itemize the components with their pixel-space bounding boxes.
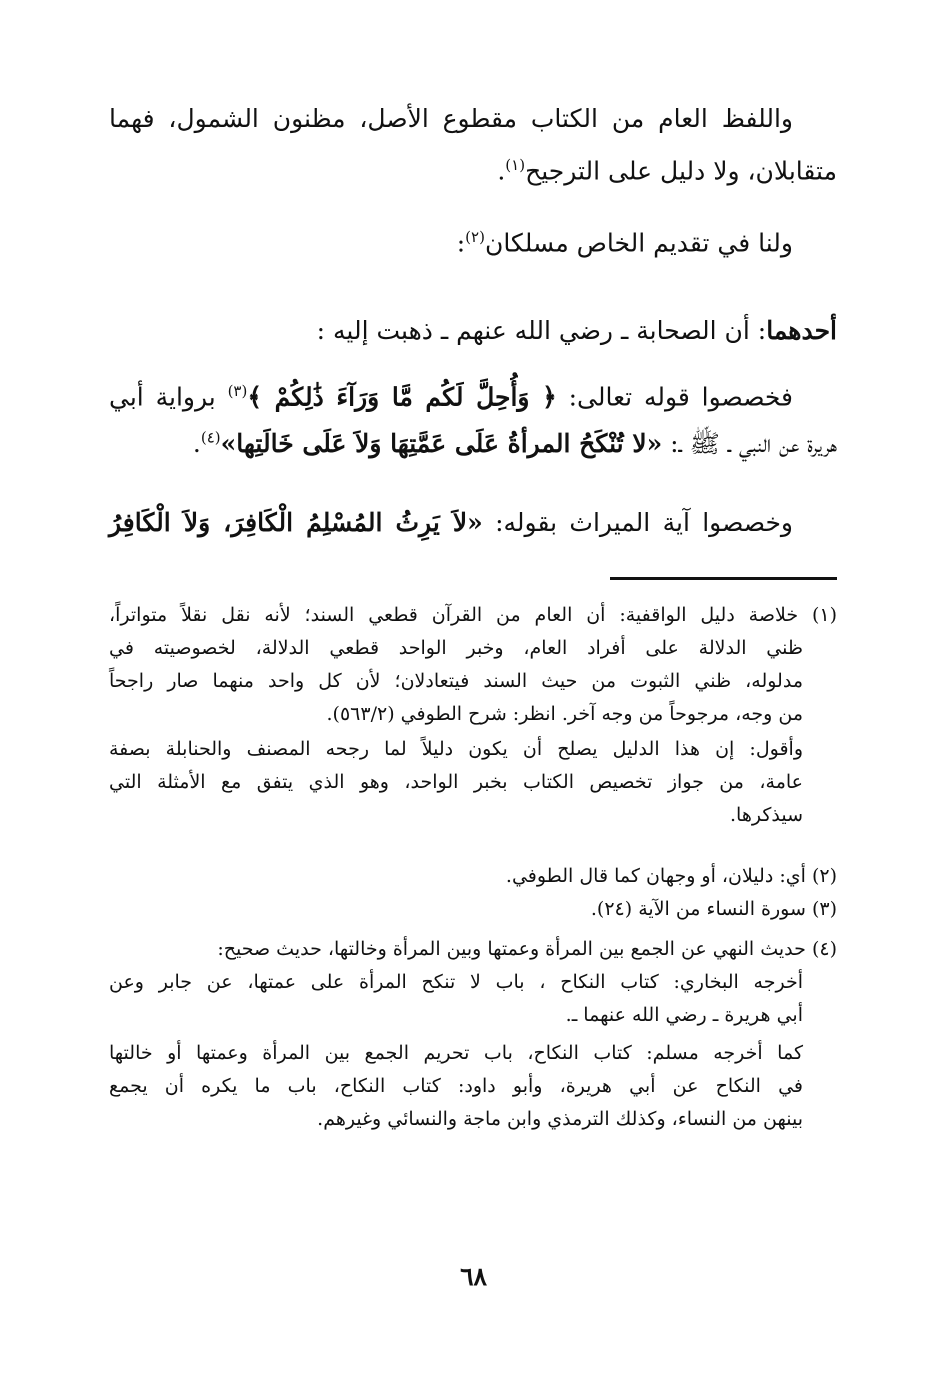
footnote-line: (١) خلاصة دليل الواقفية: أن العام من القرآن قطعي السند؛ لأنه نقل نقلاً متواتراً،	[109, 604, 837, 626]
paragraph-line: وخصصوا آية الميراث بقوله: «لاَ يَرِثُ المُسْلِمُ الْكَافِرَ، وَلاَ الْكَافِرُ	[109, 508, 793, 537]
footnote-separator	[610, 577, 837, 580]
footnote-line: وأقول: إن هذا الدليل يصلح أن يكون دليلاً لما رجحه المصنف والحنابلة بصفة	[109, 738, 803, 760]
footnote-line: من وجه، مرجوحاً من وجه آخر. انظر: شرح الطوفي (٥٦٣/٢).	[326, 703, 803, 725]
footnote-ref[interactable]: (٢)	[465, 228, 485, 246]
footnote-line: (٢) أي: دليلان، أو وجهان كما قال الطوفي.	[505, 865, 837, 887]
footnote-line: بينهن من النساء، وكذلك الترمذي وابن ماجة والنسائي وغيرهم.	[317, 1108, 803, 1130]
footnote-line: مدلوله، ظني الثبوت من حيث السند فيتعادلان؛ لأن كل واحد منهما صار راجحاً	[109, 670, 803, 692]
footnote-line: كما أخرجه مسلم: كتاب النكاح، باب تحريم الجمع بين المرأة وعمتها أو خالتها	[109, 1042, 803, 1064]
paragraph-line: متقابلان، ولا دليل على الترجيح$^{(١)}$.	[497, 156, 837, 186]
paragraph-line: فخصصوا قوله تعالى: ﴿ وَأُحِلَّ لَكُم مَّا وَرَآءَ ذَٰلِكُمْ ﴾$^{(٣)}$ برواية أبي	[109, 382, 793, 412]
footnote-line: في النكاح عن أبي هريرة، وأبو داود: كتاب النكاح، باب ما يكره أن يجمع	[109, 1075, 803, 1097]
paragraph-line: واللفظ العام من الكتاب مقطوع الأصل، مظنون الشمول، فهما	[109, 104, 793, 133]
paragraph-line: هريرة عن النبي ـ ﷺ ـ: «لا تُنْكَحُ المرأةُ عَلَى عَمَّتِهَا وَلاَ عَلَى خَالَتِها»$^{(٤)}$.	[192, 428, 837, 458]
footnote-ref[interactable]: (١)	[505, 156, 526, 174]
footnote-line: عامة، من جواز تخصيص الكتاب بخبر الواحد، وهو الذي يتفق مع الأمثلة التي	[109, 771, 803, 793]
section-heading: أحدهما	[766, 316, 837, 345]
footnote-line: أخرجه البخاري: كتاب النكاح ، باب لا تنكح المرأة على عمتها، عن جابر وعن	[109, 971, 803, 993]
footnote-line: (٣) سورة النساء من الآية (٢٤).	[590, 898, 837, 920]
footnote-line: أبي هريرة ـ رضي الله عنهما ـ.	[565, 1004, 803, 1026]
footnote-line: ظني الدلالة على أفراد العام، وخبر الواحد قطعي الدلالة، لخصوصيته في	[109, 637, 803, 659]
hadith-quote: «لاَ يَرِثُ المُسْلِمُ الْكَافِرَ، وَلاَ الْكَافِرُ	[109, 508, 483, 537]
page-number: ٦٨	[460, 1262, 487, 1291]
hadith-quote: «لا تُنْكَحُ المرأةُ عَلَى عَمَّتِهَا وَلاَ عَلَى خَالَتِها»	[220, 429, 663, 458]
footnote-ref[interactable]: (٣)	[227, 382, 248, 400]
footnote-ref[interactable]: (٤)	[200, 428, 221, 447]
footnote-line: (٤) حديث النهي عن الجمع بين المرأة وعمتها وبين المرأة وخالتها، حديث صحيح:	[217, 938, 837, 960]
footnote-line: سيذكرها.	[729, 804, 803, 826]
paragraph-line: أحدهما: أن الصحابة ـ رضي الله عنهم ـ ذهبت إليه :	[316, 316, 837, 345]
paragraph-line: ولنا في تقديم الخاص مسلكان$^{(٢)}$:	[456, 228, 793, 258]
quran-verse: ﴿ وَأُحِلَّ لَكُم مَّا وَرَآءَ ذَٰلِكُمْ ﴾	[247, 382, 557, 412]
